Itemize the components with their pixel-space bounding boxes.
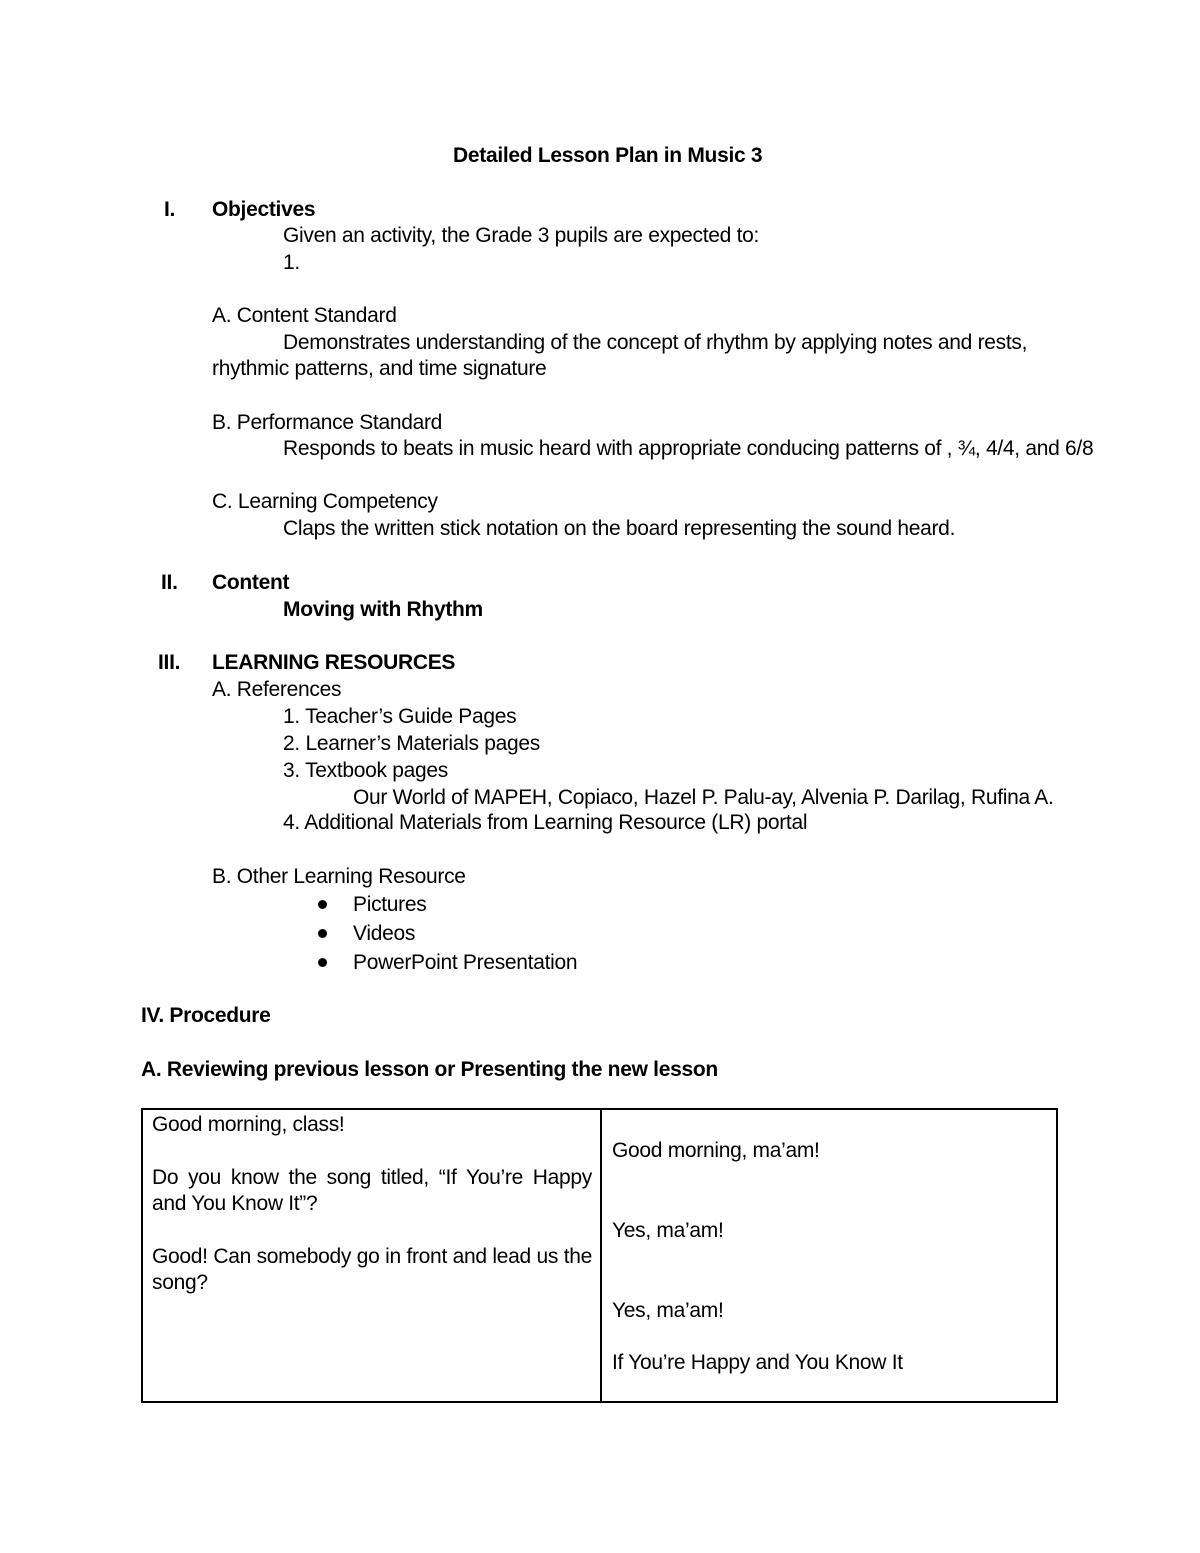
textbook-citation: Our World of MAPEH, Copiaco, Hazel P. Palu-ay, Alvenia P. Darilag, Rufina A. [353, 786, 1054, 809]
section-numeral-objectives: I. [164, 198, 176, 221]
teacher-line: Good! Can somebody go in front and lead us the song? [152, 1245, 592, 1294]
bullet-icon [318, 900, 327, 909]
section-numeral-content: II. [161, 571, 178, 594]
teacher-line: Do you know the song titled, “If You’re Happy and You Know It”? [152, 1166, 592, 1215]
other-resource-item: PowerPoint Presentation [353, 951, 578, 974]
learning-competency-label: C. Learning Competency [212, 490, 438, 513]
procedure-heading: IV. Procedure [141, 1004, 271, 1027]
pupil-line: Yes, ma’am! [612, 1219, 724, 1242]
bullet-icon [318, 929, 327, 938]
content-standard-line-1: Demonstrates understanding of the concept of rhythm by applying notes and rests, [283, 331, 1028, 354]
pupil-line: Yes, ma’am! [612, 1299, 724, 1322]
document-title: Detailed Lesson Plan in Music 3 [453, 144, 763, 167]
section-heading-learning-resources: LEARNING RESOURCES [212, 651, 456, 674]
content-topic: Moving with Rhythm [283, 598, 483, 621]
dialogue-table [141, 1108, 1058, 1403]
section-heading-objectives: Objectives [212, 198, 316, 221]
content-standard-label: A. Content Standard [212, 304, 397, 327]
teacher-line: Good morning, class! [152, 1113, 345, 1136]
reference-item-2: 2. Learner’s Materials pages [283, 732, 540, 755]
reference-item-3: 3. Textbook pages [283, 759, 448, 782]
objectives-intro: Given an activity, the Grade 3 pupils are expected to: [283, 224, 760, 247]
other-resource-item: Videos [353, 922, 416, 945]
pupil-line: If You’re Happy and You Know It [612, 1351, 903, 1374]
section-heading-content: Content [212, 571, 290, 594]
references-label: A. References [212, 678, 342, 701]
performance-standard-text: Responds to beats in music heard with appropriate conducing patterns of , ¾, 4/4, and 6/8 [283, 437, 1094, 460]
performance-standard-label: B. Performance Standard [212, 411, 443, 434]
other-resource-item: Pictures [353, 893, 427, 916]
bullet-icon [318, 958, 327, 967]
teacher-activity-cell [152, 1112, 592, 1323]
content-standard-line-2: rhythmic patterns, and time signature [212, 357, 547, 380]
procedure-subheading: A. Reviewing previous lesson or Presenting the new lesson [141, 1058, 718, 1081]
other-resource-label: B. Other Learning Resource [212, 865, 466, 888]
section-numeral-learning-resources: III. [158, 651, 181, 674]
table-divider [600, 1110, 602, 1401]
learning-competency-text: Claps the written stick notation on the board representing the sound heard. [283, 517, 956, 540]
reference-item-4: 4. Additional Materials from Learning Resource (LR) portal [283, 811, 808, 834]
reference-item-1: 1. Teacher’s Guide Pages [283, 705, 517, 728]
pupil-line: Good morning, ma’am! [612, 1139, 820, 1162]
objectives-item-1: 1. [283, 251, 300, 274]
